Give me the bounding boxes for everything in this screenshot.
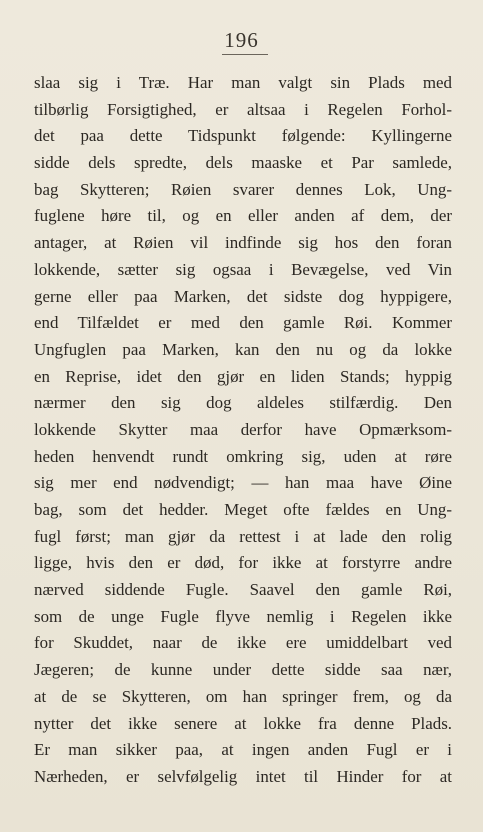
- text-line: ligge, hvis den er død, for ikke at forstyrre andre: [34, 553, 452, 573]
- text-line: bag Skytteren; Røien svarer dennes Lok, Ung-: [34, 179, 452, 199]
- text-line: det paa dette Tidspunkt følgende: Kyllingerne: [34, 126, 452, 146]
- text-line: nærmer den sig dog aldeles stilfærdig. Den: [34, 393, 452, 413]
- text-line: for Skuddet, naar de ikke ere umiddelbart ved: [34, 633, 452, 653]
- text-line: lokkende Skytter maa derfor have Opmærksom-: [34, 419, 452, 439]
- text-line: antager, at Røien vil indfinde sig hos den foran: [34, 233, 452, 253]
- text-line: Ungfuglen paa Marken, kan den nu og da lokke: [34, 339, 452, 359]
- text-line: som de unge Fugle flyve nemlig i Regelen ikke: [34, 606, 452, 626]
- text-line: at de se Skytteren, om han springer frem, og da: [34, 686, 452, 706]
- text-line: slaa sig i Træ. Har man valgt sin Plads med: [34, 73, 452, 92]
- text-line: en Reprise, idet den gjør en liden Stands; hyppig: [34, 366, 452, 386]
- text-line: nærved siddende Fugle. Saavel den gamle Røi,: [34, 580, 452, 600]
- text-line: gerne eller paa Marken, det sidste dog hyppigere,: [34, 286, 452, 306]
- text-line: sig mer end nødvendigt; — han maa have Øine: [34, 473, 452, 493]
- page-number: 196: [224, 28, 259, 52]
- text-line: end Tilfældet er med den gamle Røi. Kommer: [34, 313, 452, 333]
- text-line: sidde dels spredte, dels maaske et Par samlede,: [34, 153, 452, 173]
- text-line: Jægeren; de kunne under dette sidde saa nær,: [34, 660, 452, 680]
- text-line: Er man sikker paa, at ingen anden Fugl er i: [34, 740, 452, 760]
- text-line: fugl først; man gjør da rettest i at lade den rolig: [34, 526, 452, 546]
- text-line: lokkende, sætter sig ogsaa i Bevægelse, ved Vin: [34, 259, 452, 279]
- page-number-rule: [222, 54, 268, 55]
- text-line: Nærheden, er selvfølgelig intet til Hinder for at: [34, 766, 452, 786]
- body-text: [34, 70, 452, 791]
- text-line: nytter det ikke senere at lokke fra denne Plads.: [34, 713, 452, 733]
- text-line: tilbørlig Forsigtighed, er altsaa i Regelen Forhol-: [34, 99, 452, 119]
- text-line: fuglene høre til, og en eller anden af dem, der: [34, 206, 452, 226]
- text-line: bag, som det hedder. Meget ofte fældes en Ung-: [34, 500, 452, 519]
- text-line: heden henvendt rundt omkring sig, uden at røre: [34, 446, 452, 466]
